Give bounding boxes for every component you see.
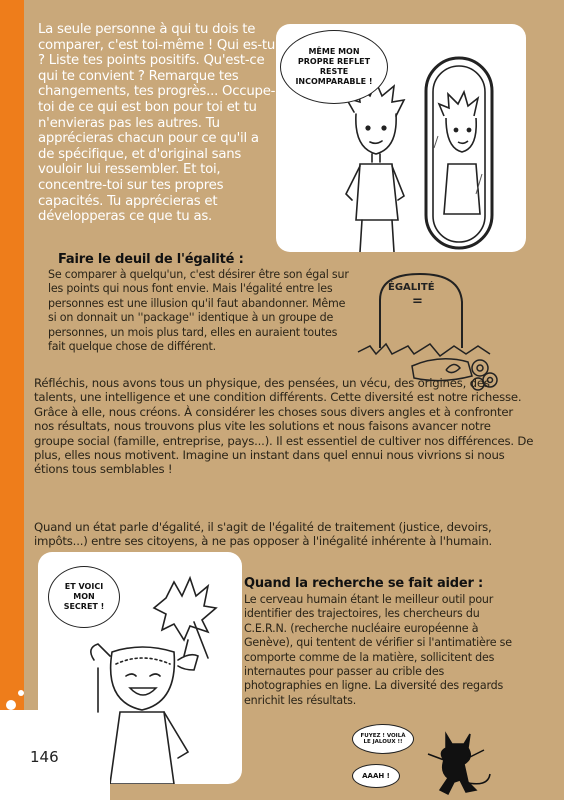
comic-panel-mirror [276, 24, 526, 252]
tombstone-inscription: ÉGALITÉ [388, 282, 435, 293]
paragraph-deuil-2-text: Réfléchis, nous avons tous un physique, des pensées, un vécu, des origines, des talents, une intelligence et une condition différents. Cette diversité est notre richesse. Grâce à elle, nous créons. À considérer les choses sous divers angles et à confronter nos résultats, nous trouvons plus vite les solutions et nous faisons avancer notre groupe social (famille, entreprise, pays...). Il est essentiel de cultiver nos différences. De plus, elles nous motivent. Imagine un instant dans quel ennui nous vivrions si nous étions tous semblables ! [34, 376, 534, 477]
paragraph-recherche-text: Le cerveau humain étant le meilleur outil pour identifier des trajectoires, les chercheurs du C.E.R.N. (recherche nucléaire européenne à Genève), qui tentent de vérifier si l'antimatière se comporte comme de la matière, sollicitent des internautes pour passer au crible des photographies en ligne. La diversité des regards enrichit les résultats. [244, 593, 512, 707]
splash-drop [108, 706, 113, 711]
speech-bubble-mirror [280, 30, 388, 104]
speech-bubble-secret [48, 566, 120, 628]
speech-bubble-devil-bottom [352, 764, 400, 788]
page-number: 146 [30, 748, 59, 766]
speech-text-secret: ET VOICI MON SECRET ! [63, 582, 105, 611]
speech-text-devil-bottom: AAAH ! [362, 772, 390, 780]
paragraph-deuil-3 [34, 520, 532, 549]
paragraph-recherche [244, 593, 520, 708]
paragraph-deuil-2 [34, 376, 534, 477]
speech-bubble-devil-top [352, 724, 414, 754]
heading-deuil-egalite: Faire le deuil de l'égalité : [58, 252, 244, 267]
intro-text: La seule personne à qui tu dois te comparer, c'est toi-même ! Qui es-tu ? Liste tes points positifs. Qu'est-ce qui te convient ? Remarque tes changements, tes progrès... Occupe-toi de ce qui est bon pour toi et tu n'envieras pas les autres. Tu apprécieras chacun pour ce qu'il a de spécifique, et d'original sans vouloir lui ressembler. Et toi, concentre-toi sur tes propres capacités. Tu apprécieras et développeras ce que tu as. [38, 22, 276, 225]
paragraph-deuil-3-text: Quand un état parle d'égalité, il s'agit de l'égalité de traitement (justice, devoirs, impôts...) entre ses citoyens, à ne pas opposer à l'inégalité inhérente à l'humain. [34, 520, 493, 549]
paragraph-deuil-1-text: Se comparer à quelqu'un, c'est désirer être son égal sur les points qui nous font envie. Mais l'égalité entre les personnes est une illusion qu'il faut abandonner. Même si on donnait un ''package'' identique à un groupe de personnes, un mois plus tard, elles en auraient toutes fait quelque chose de différent. [48, 268, 349, 354]
heading-recherche: Quand la recherche se fait aider : [244, 576, 484, 591]
speech-text-mirror: MÊME MON PROPRE REFLET RESTE INCOMPARABLE ! [295, 47, 373, 86]
devil-comic-illustration [418, 730, 528, 796]
splash-drop [6, 700, 16, 710]
speech-text-devil-top: FUYEZ ! VOILÀ LE JALOUX !! [360, 732, 406, 745]
paragraph-deuil-1 [48, 268, 354, 354]
tombstone-equals-sign: = [412, 294, 423, 309]
orange-side-strip [0, 0, 24, 800]
splash-drop [18, 690, 24, 696]
